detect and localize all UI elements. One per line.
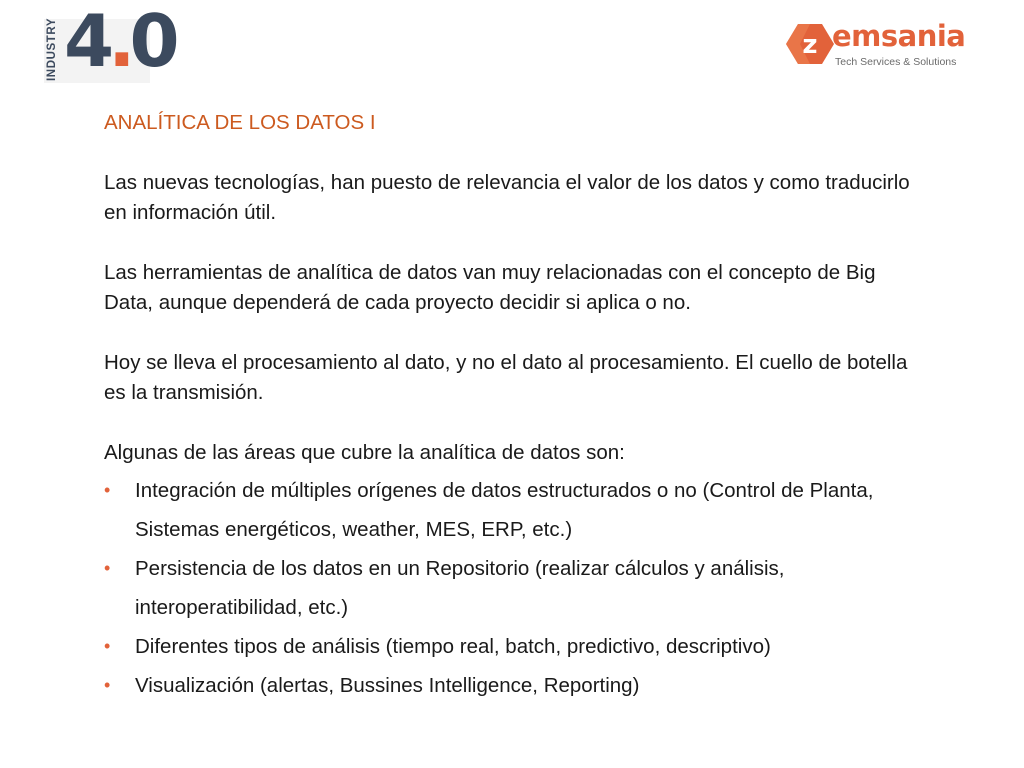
list-item bbox=[104, 666, 924, 705]
bullet-icon: • bbox=[104, 675, 111, 695]
list-item bbox=[104, 627, 924, 666]
industry-logo-minor: 0 bbox=[129, 0, 174, 83]
slide-content bbox=[104, 108, 924, 705]
paragraph-processing: Hoy se lleva el procesamiento al dato, y no el dato al procesamiento. El cuello de botella es la transmisión. bbox=[104, 351, 908, 404]
list-item bbox=[104, 471, 924, 549]
industry-logo-major: 4 bbox=[64, 0, 109, 83]
zemsania-tagline: Tech Services & Solutions bbox=[835, 56, 957, 68]
list-intro: Algunas de las áreas que cubre la analítica de datos son: bbox=[104, 441, 625, 464]
slide-title: ANALÍTICA DE LOS DATOS I bbox=[104, 111, 376, 134]
zemsania-brand-name: emsania bbox=[832, 19, 966, 53]
industry-logo-dot: . bbox=[108, 0, 130, 83]
list-item-text: Persistencia de los datos en un Repositorio (realizar cálculos y análisis, interoperatibilidad, etc.) bbox=[135, 557, 785, 619]
list-item-text: Integración de múltiples orígenes de datos estructurados o no (Control de Planta, Sistemas energéticos, weather, MES, ERP, etc.) bbox=[135, 479, 874, 541]
zemsania-logo bbox=[786, 20, 966, 70]
zemsania-badge-icon bbox=[786, 22, 834, 66]
bullet-icon: • bbox=[104, 558, 111, 578]
paragraph-intro: Las nuevas tecnologías, han puesto de relevancia el valor de los datos y como traducirlo en información útil. bbox=[104, 171, 910, 224]
industry-logo-number bbox=[64, 0, 174, 83]
industry-4-logo bbox=[44, 0, 174, 83]
bullet-icon: • bbox=[104, 636, 111, 656]
list-item bbox=[104, 549, 924, 627]
paragraph-big-data: Las herramientas de analítica de datos van muy relacionadas con el concepto de Big Data, aunque dependerá de cada proyecto decidir si aplica o no. bbox=[104, 261, 876, 314]
zemsania-initial: z bbox=[802, 30, 818, 60]
list-item-text: Diferentes tipos de análisis (tiempo real, batch, predictivo, descriptivo) bbox=[135, 635, 771, 658]
areas-list bbox=[104, 471, 924, 705]
list-item-text: Visualización (alertas, Bussines Intelligence, Reporting) bbox=[135, 674, 640, 697]
bullet-icon: • bbox=[104, 480, 111, 500]
industry-logo-word: INDUSTRY bbox=[46, 17, 58, 81]
